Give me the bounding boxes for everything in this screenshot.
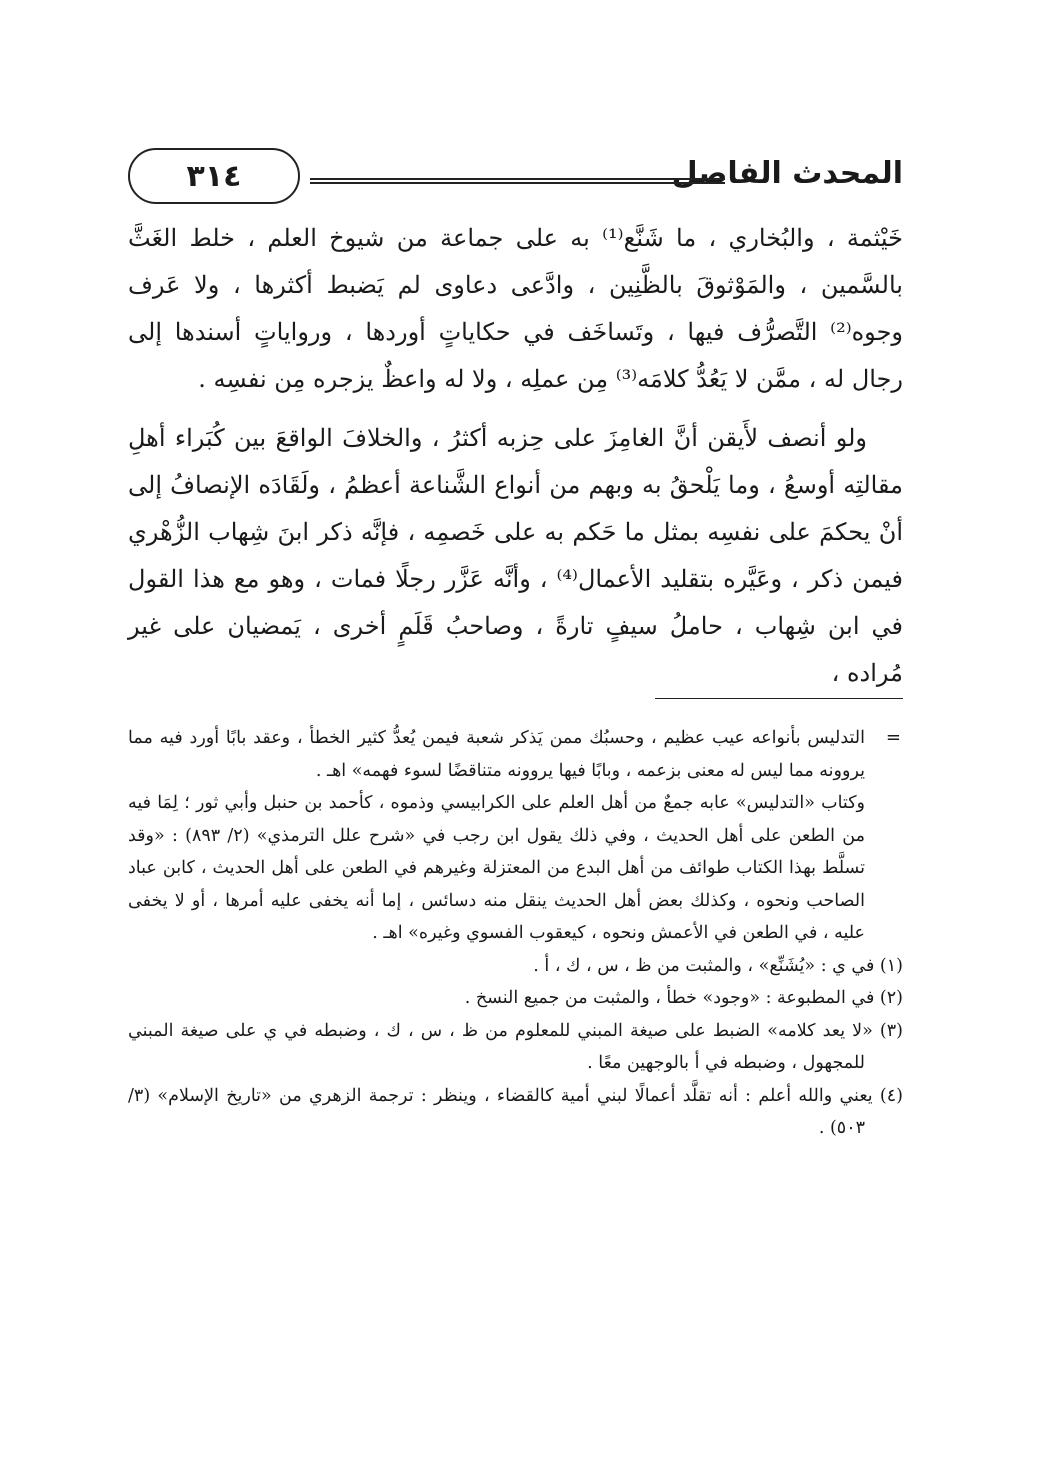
footnotes [128, 722, 903, 1145]
footnote-continuation-paragraph-1: التدليس بأنواعه عيب عظيم ، وحسبُك ممن يَذكر شعبة فيمن يُعدُّ كثير الخطأ ، وعقد بابًا أورد فيه مما يروونه مما ليس له معنى بزعمه ، وبابًا فيها يروونه متناقضًا لسوء فهمه» اهـ . [128, 728, 865, 781]
main-paragraph-1: خَيْثمة ، والبُخاري ، ما شَنَّع⁽¹⁾ به على جماعة من شيوخ العلم ، خلط الغَثَّ بالسَّمين ، والمَوْثوقَ بالظَّنِين ، وادَّعى دعاوى لم يَضبط أكثرها ، ولا عَرف وجوه⁽²⁾ التَّصرُّف فيها ، وتَساخَف في حكاياتٍ أوردها ، ورواياتٍ أسندها إلى رجال له ، ممَّن لا يَعُدُّ كلامَه⁽³⁾ مِن عملِه ، ولا له واعظٌ يزجره مِن نفسِه . [128, 224, 903, 393]
footnote-continuation [128, 722, 903, 950]
page-number: ٣١٤ [128, 148, 300, 204]
footnote-continuation-paragraph-2: وكتاب «التدليس» عابه جمعٌ من أهل العلم على الكرابيسي وذموه ، كأحمد بن حنبل وأبي ثور ؛ لِمَا فيه من الطعن على أهل الحديث ، وفي ذلك يقول ابن رجب في «شرح علل الترمذي» (٢/ ٨٩٣) : «وقد تسلَّط بهذا الكتاب طوائف من أهل البدع من المعتزلة وغيرهم في الطعن على أهل الحديث ، كابن عباد الصاحب ونحوه ، وكذلك بعض أهل الحديث ينقل منه دسائس ، إما أنه يخفى عليه أمرها ، أو لا يخفى عليه ، في الطعن في الأعمش ونحوه ، كيعقوب الفسوي وغيره» اهـ . [128, 793, 865, 943]
main-paragraph-2: ولو أنصف لأَيقن أنَّ الغامِزَ على حِزبه أكثرُ ، والخلافَ الواقعَ بين كُبَراء أهلِ مقالتِه أوسعُ ، وما يَلْحقُ به وبهم من أنواع الشَّناعة أعظمُ ، ولَقَادَه الإنصافُ إلى أنْ يحكمَ على نفسِه بمثل ما حَكم به على خَصمِه ، فإنَّه ذكر ابنَ شِهاب الزُّهْري فيمن ذكر ، وعَيَّره بتقليد الأعمال⁽⁴⁾ ، وأنَّه عَزَّر رجلًا فمات ، وهو مع هذا القول في ابن شِهاب ، حاملُ سيفٍ تارةً ، وصاحبُ قَلَمٍ أخرى ، يَمضيان على غير مُراده ، [128, 424, 903, 687]
page-header [128, 148, 903, 208]
footnote-3: (٣) «لا يعد كلامه» الضبط على صيغة المبني للمعلوم من ظ ، س ، ك ، وضبطه في ي على صيغة المبني للمجهول ، وضبطه في أ بالوجهين معًا . [128, 1020, 903, 1073]
footnote-4: (٤) يعني والله أعلم : أنه تقلَّد أعمالًا لبني أمية كالقضاء ، وينظر : ترجمة الزهري من «تاريخ الإسلام» (٣/ ٥٠٣) . [128, 1085, 903, 1138]
footnote-2: (٢) في المطبوعة : «وجود» خطأ ، والمثبت من جميع النسخ . [464, 988, 903, 1008]
header-double-rule [310, 178, 725, 184]
main-text [128, 215, 903, 697]
running-title: المحدث الفاصل [671, 156, 903, 191]
continuation-mark: = [885, 727, 901, 748]
footnote-1: (١) في ي : «يُشَنِّع» ، والمثبت من ظ ، س ، ك ، أ . [533, 955, 903, 976]
footnote-separator [655, 698, 903, 699]
